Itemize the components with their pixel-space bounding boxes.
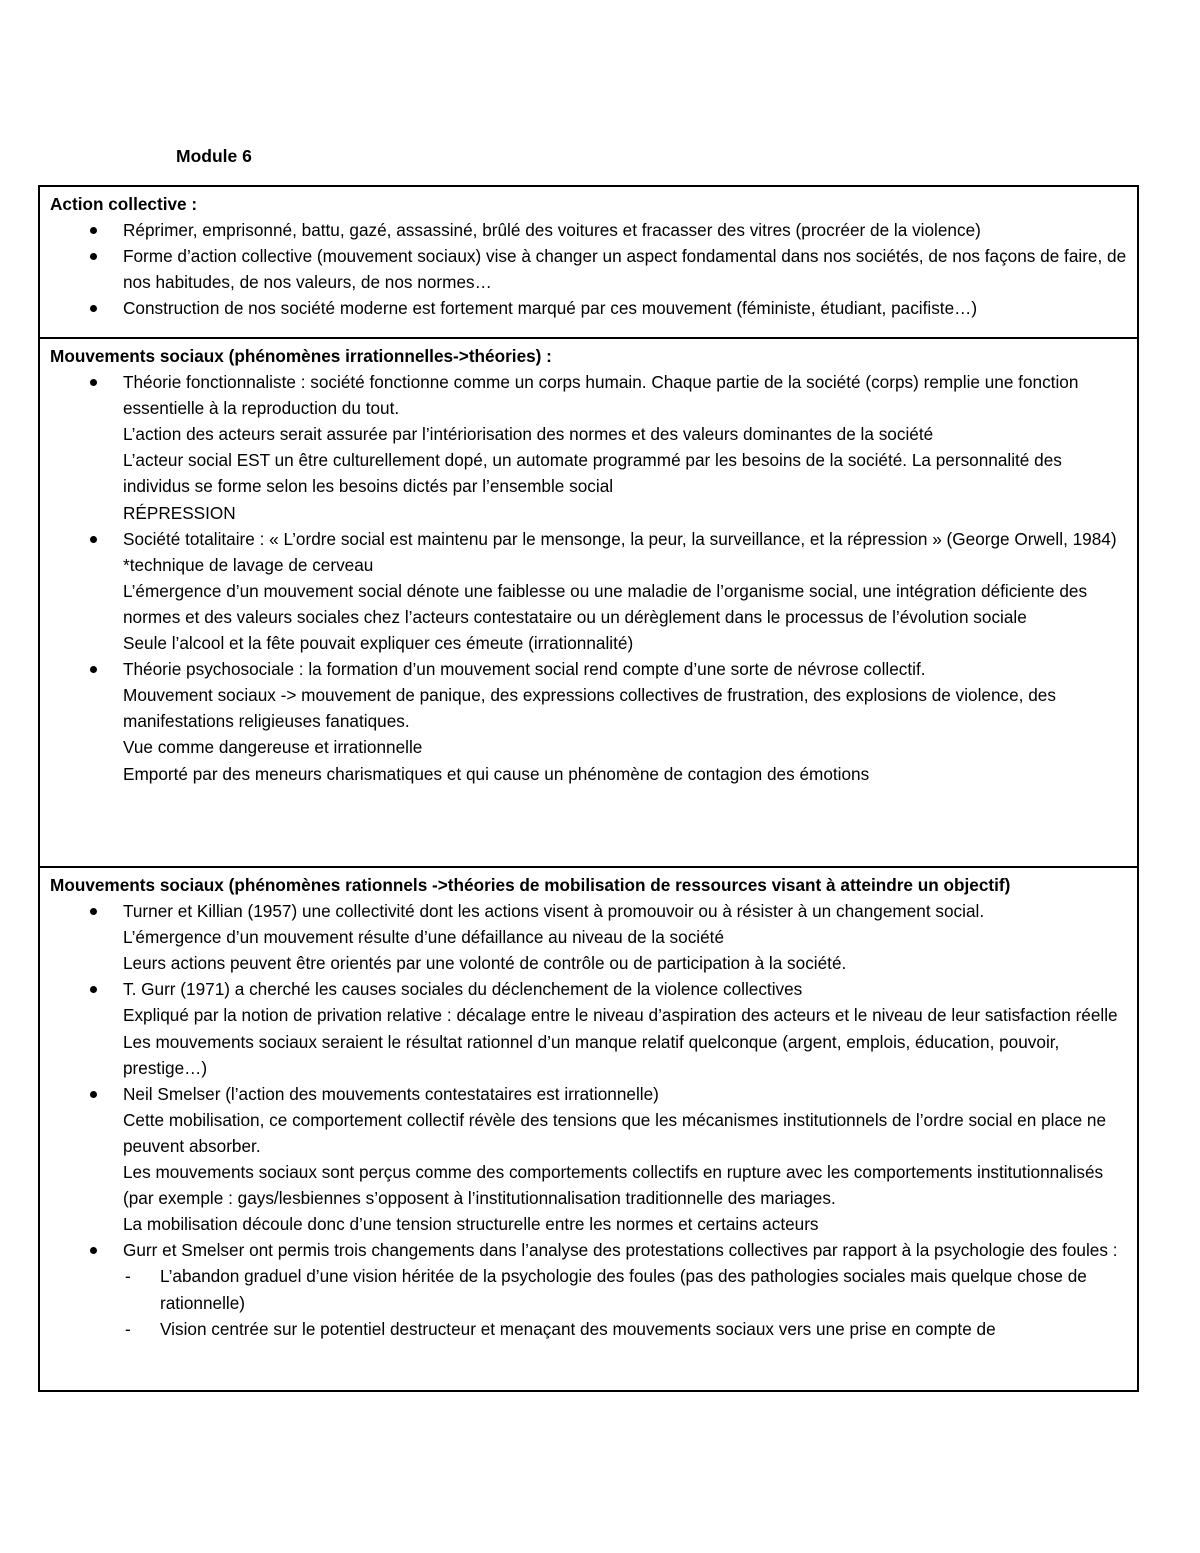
dash-list [123, 1263, 1129, 1341]
bullet-item [50, 1081, 1129, 1238]
bullet-text: Théorie psychosociale : la formation d’un mouvement social rend compte d’une sorte de névrose collectif. [123, 659, 926, 680]
section-heading: Mouvements sociaux (phénomènes irrationnelles->théories) : [50, 346, 552, 366]
bullet-item [50, 369, 1129, 526]
bullet-text: Théorie fonctionnaliste : société fonctionne comme un corps humain. Chaque partie de la société (corps) remplie une fonction essentielle à la reproduction du tout. [123, 372, 1079, 419]
bullet-text: Turner et Killian (1957) une collectivité dont les actions visent à promouvoir ou à résister à un changement social. [123, 901, 985, 922]
bullet-list [50, 369, 1129, 787]
bullet-text: Neil Smelser (l’action des mouvements contestataires est irrationnelle) [123, 1083, 659, 1104]
bullet-text: Seule l’alcool et la fête pouvait expliquer ces émeute (irrationnalité) [123, 633, 634, 654]
bullet-text: RÉPRESSION [123, 502, 236, 523]
bullet-text: Vue comme dangereuse et irrationnelle [123, 737, 423, 758]
bullet-text: Leurs actions peuvent être orientés par une volonté de contrôle ou de participation à la société. [123, 953, 847, 974]
bullet-text: Réprimer, emprisonné, battu, gazé, assassiné, brûlé des voitures et fracasser des vitres (procréer de la violence) [123, 220, 981, 241]
dash-item [123, 1316, 1129, 1342]
bullet-text: Expliqué par la notion de privation relative : décalage entre le niveau d’aspiration des acteurs et le niveau de leur satisfaction réelle [123, 1005, 1118, 1026]
section-heading: Action collective : [50, 194, 198, 214]
bullet-item [50, 656, 1129, 786]
section-heading: Mouvements sociaux (phénomènes rationnels ->théories de mobilisation de ressources visant à atteindre un objectif) [50, 875, 1011, 895]
bullet-text: L’émergence d’un mouvement social dénote une faiblesse ou une maladie de l’organisme social, une intégration déficiente des normes et des valeurs sociales chez l’acteurs contestataire ou un dérèglement dans le processus de l’évolution sociale [123, 580, 1088, 627]
bullet-item [50, 976, 1129, 1080]
section-phenomenes-irrationnels [40, 337, 1137, 866]
bullet-text: L’émergence d’un mouvement résulte d’une défaillance au niveau de la société [123, 927, 724, 948]
bullet-text: L’action des acteurs serait assurée par l’intériorisation des normes et des valeurs dominantes de la société [123, 424, 934, 445]
bullet-item [50, 217, 1129, 243]
bullet-text: Cette mobilisation, ce comportement collectif révèle des tensions que les mécanismes institutionnels de l’ordre social en place ne peuvent absorber. [123, 1109, 1107, 1156]
dash-text: - Vision centrée sur le potentiel destructeur et menaçant des mouvements sociaux vers une prise en compte de [160, 1318, 996, 1339]
bullet-list [50, 217, 1129, 321]
page-title: Module 6 [176, 146, 252, 166]
bullet-text: Gurr et Smelser ont permis trois changements dans l’analyse des protestations collectives par rapport à la psychologie des foules : [123, 1240, 1118, 1261]
bullet-item [50, 898, 1129, 976]
bullet-text: Forme d’action collective (mouvement sociaux) vise à changer un aspect fondamental dans nos sociétés, de nos façons de faire, de nos habitudes, de nos valeurs, de nos normes… [123, 246, 1127, 293]
section-action-collective [40, 187, 1137, 337]
bullet-text: Les mouvements sociaux sont perçus comme des comportements collectifs en rupture avec les comportements institutionnalisés (par exemple : gays/lesbiennes s’opposent à l’institutionnalisation traditionnelle des mariages. [123, 1162, 1104, 1209]
bullet-text: T. Gurr (1971) a cherché les causes sociales du déclenchement de la violence collectives [123, 979, 803, 1000]
dash-text: - L’abandon graduel d’une vision héritée de la psychologie des foules (pas des pathologies sociales mais quelque chose de rationnelle) [160, 1266, 1087, 1313]
bullet-text: Mouvement sociaux -> mouvement de panique, des expressions collectives de frustration, des explosions de violence, des manifestations religieuses fanatiques. [123, 685, 1056, 732]
bullet-text: Construction de nos société moderne est fortement marqué par ces mouvement (féministe, étudiant, pacifiste…) [123, 298, 978, 319]
bullet-item [50, 1237, 1129, 1341]
section-phenomenes-rationnels [40, 866, 1137, 1390]
bullet-text: Les mouvements sociaux seraient le résultat rationnel d’un manque relatif quelconque (argent, emplois, éducation, pouvoir, prestige…) [123, 1031, 1060, 1078]
bullet-text: Emporté par des meneurs charismatiques et qui cause un phénomène de contagion des émotions [123, 763, 870, 784]
bullet-item [50, 243, 1129, 295]
bullet-item [50, 295, 1129, 321]
bullet-text: *technique de lavage de cerveau [123, 554, 374, 575]
bullet-text: L’acteur social EST un être culturellement dopé, un automate programmé par les besoins de la société. La personnalité des individus se forme selon les besoins dictés par l’ensemble social [123, 450, 1062, 497]
dash-item [123, 1263, 1129, 1315]
bullet-item [50, 526, 1129, 656]
bullet-list [50, 898, 1129, 1342]
bullet-text: Société totalitaire : « L’ordre social est maintenu par le mensonge, la peur, la surveillance, et la répression » (George Orwell, 1984) [123, 528, 1117, 549]
bullet-text: La mobilisation découle donc d’une tension structurelle entre les normes et certains acteurs [123, 1214, 819, 1235]
notes-table [38, 185, 1139, 1392]
